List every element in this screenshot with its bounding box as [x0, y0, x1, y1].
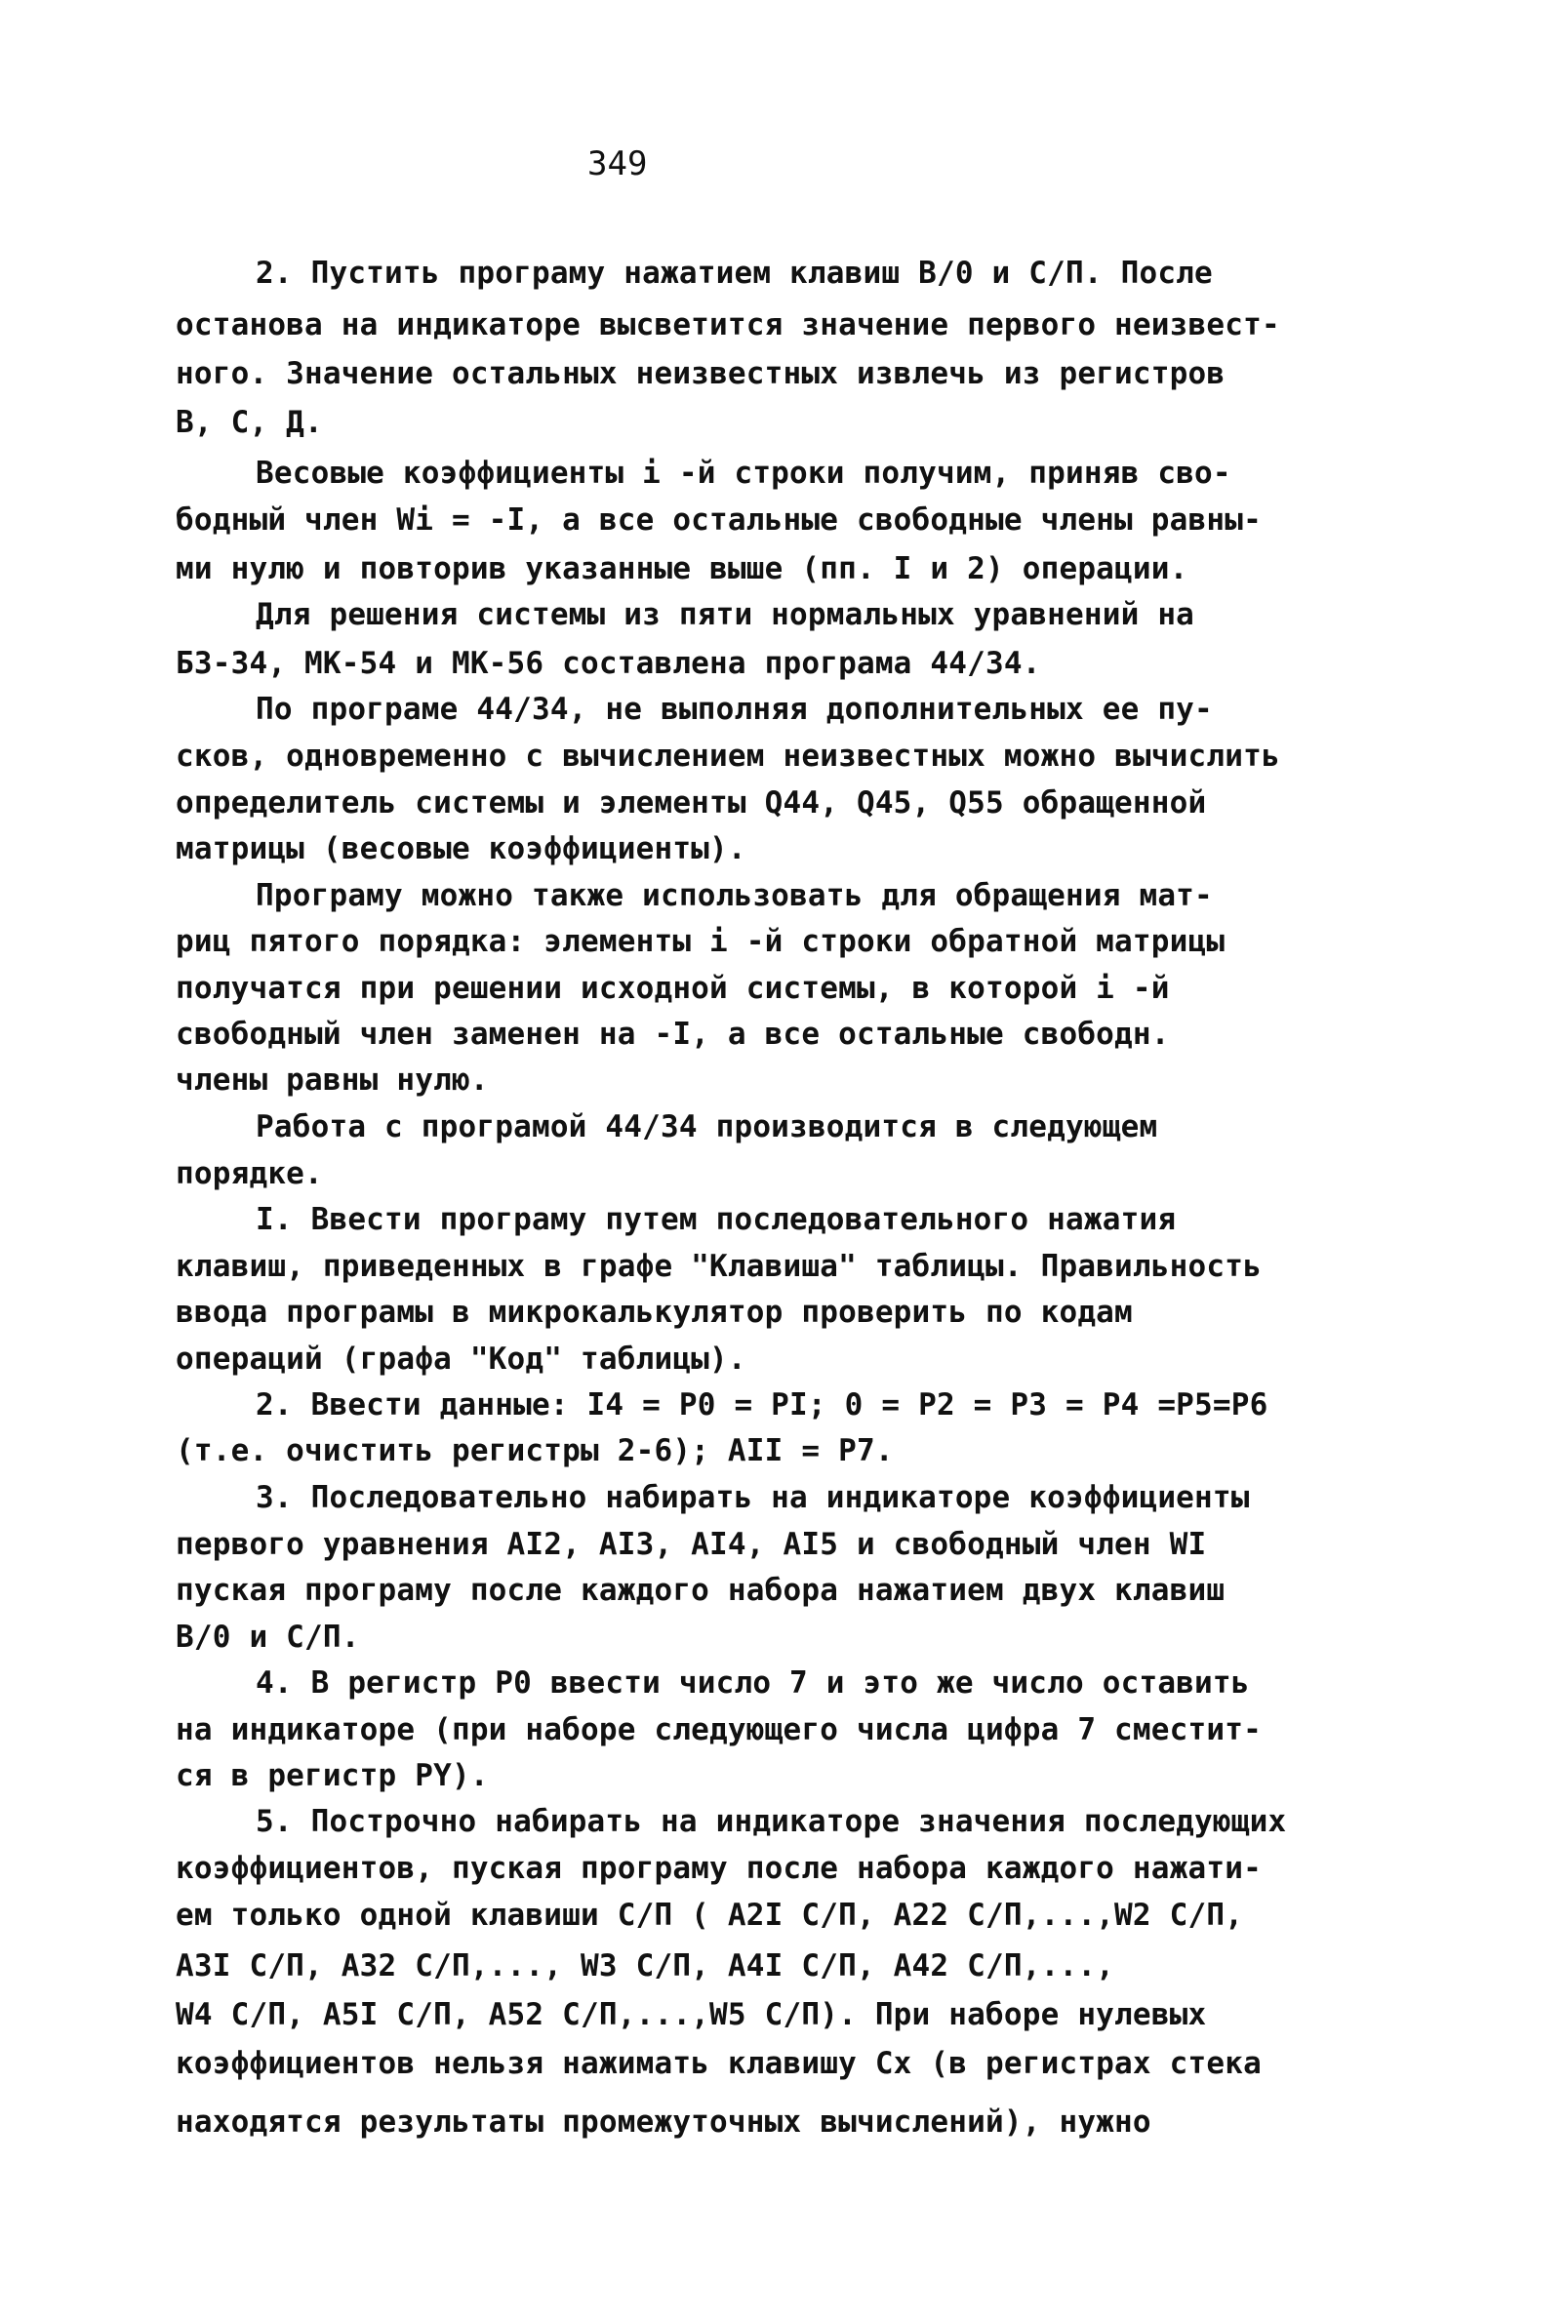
text-line: риц пятого порядка: элементы i -й строки обратной матрицы: [176, 924, 1226, 959]
text-line: (т.е. очистить регистры 2-6); AII = P7.: [176, 1433, 894, 1468]
text-line: клавиш, приведенных в графе "Клавиша" таблицы. Правильность: [176, 1249, 1262, 1284]
text-line: 5. Построчно набирать на индикаторе значения последующих: [256, 1804, 1287, 1839]
text-line: определитель системы и элементы Q44, Q45, Q55 обращенной: [176, 785, 1207, 821]
text-line: порядке.: [176, 1156, 323, 1191]
text-line: По програме 44/34, не выполняя дополнительных ее пу-: [256, 692, 1213, 727]
text-line: находятся результаты промежуточных вычислений), нужно: [176, 2104, 1151, 2140]
text-line: коэффициентов нельзя нажимать клавишу Сх (в регистрах стека: [176, 2046, 1262, 2081]
text-line: БЗ-34, МК-54 и МК-56 составлена програма 44/34.: [176, 646, 1041, 681]
text-line: члены равны нулю.: [176, 1062, 489, 1098]
text-line: сков, одновременно с вычислением неизвестных можно вычислить: [176, 739, 1280, 774]
text-line: на индикаторе (при наборе следующего числа цифра 7 сместит-: [176, 1712, 1262, 1747]
text-line: 3. Последовательно набирать на индикаторе коэффициенты: [256, 1480, 1250, 1515]
page-number: 349: [587, 144, 648, 183]
text-line: получатся при решении исходной системы, в которой i -й: [176, 971, 1170, 1006]
text-line: Програму можно также использовать для обращения мат-: [256, 878, 1213, 913]
text-line: В/0 и С/П.: [176, 1620, 360, 1655]
text-line: останова на индикаторе высветится значение первого неизвест-: [176, 307, 1280, 342]
text-line: первого уравнения AI2, AI3, AI4, AI5 и свободный член WI: [176, 1527, 1207, 1562]
text-line: операций (графа "Код" таблицы).: [176, 1342, 746, 1377]
text-line: Для решения системы из пяти нормальных уравнений на: [256, 597, 1195, 632]
text-line: бодный член Wi = -I, а все остальные свободные члены равны-: [176, 502, 1262, 538]
text-line: W4 С/П, A5I С/П, A52 С/П,...,W5 С/П). При наборе нулевых: [176, 1997, 1207, 2032]
text-line: ем только одной клавиши С/П ( A2I С/П, A22 С/П,...,W2 С/П,: [176, 1898, 1244, 1933]
text-line: ввода програмы в микрокалькулятор проверить по кодам: [176, 1295, 1133, 1330]
text-line: 2. Пустить програму нажатием клавиш В/0 и С/П. После: [256, 256, 1213, 291]
text-line: Весовые коэффициенты i -й строки получим, приняв сво-: [256, 456, 1231, 491]
text-line: ми нулю и повторив указанные выше (пп. I и 2) операции.: [176, 551, 1188, 586]
text-line: коэффициентов, пуская програму после набора каждого нажати-: [176, 1851, 1262, 1886]
text-line: I. Ввести програму путем последовательного нажатия: [256, 1202, 1177, 1237]
text-line: ного. Значение остальных неизвестных извлечь из регистров: [176, 356, 1226, 391]
text-line: В, С, Д.: [176, 405, 323, 440]
text-line: матрицы (весовые коэффициенты).: [176, 831, 746, 866]
text-line: свободный член заменен на -I, а все остальные свободн.: [176, 1017, 1170, 1052]
text-line: 4. В регистр P0 ввести число 7 и это же число оставить: [256, 1665, 1250, 1701]
text-line: ся в регистр PY).: [176, 1758, 489, 1793]
text-line: 2. Ввести данные: I4 = P0 = PI; 0 = P2 = P3 = P4 =P5=P6: [256, 1387, 1268, 1422]
text-line: Работа с програмой 44/34 производится в следующем: [256, 1109, 1158, 1144]
text-line: пуская програму после каждого набора нажатием двух клавиш: [176, 1573, 1226, 1608]
text-line: A3I С/П, A32 С/П,..., W3 С/П, A4I С/П, A42 С/П,...,: [176, 1948, 1115, 1983]
